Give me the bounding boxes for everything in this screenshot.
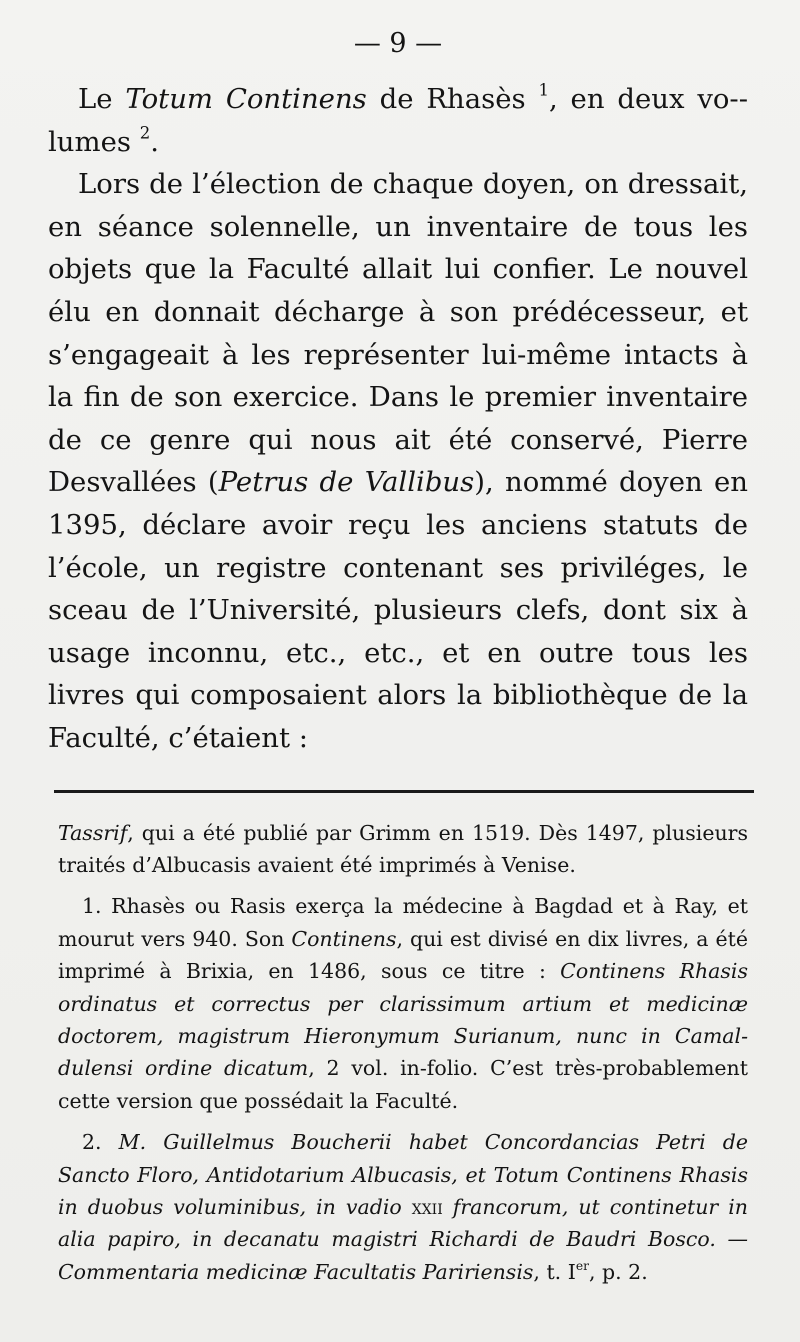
latin-title: Continens Rhasis ordinatus et correctus per clarissimum artium et medicinæ doctorem, magistrum Hieronymum Surianum, nunc in Camaldulensi ordine dicatum	[58, 959, 748, 1081]
text-run: Lors de l’élection de chaque doyen, on dressait, en séance solennelle, un inventaire de tous les objets que la Faculté allait lui confier. Le nouvel élu en donnait décharge à son prédécesseur, et s’engageait à les représenter lui-même intacts à la fin de son exercice. Dans le premier inventaire de ce genre qui nous ait été conservé, Pierre Desvallées (	[48, 168, 748, 499]
latin-name: Petrus de Vallibus	[218, 466, 475, 499]
text-run: , qui a été publié par Grimm en 1519. Dès 1497, plusieurs traités d’Albucasis avaient été imprimés à Venise.	[58, 820, 748, 877]
footnote-1	[58, 890, 748, 1117]
book-title: Totum Continens	[125, 83, 367, 115]
paragraph-1	[48, 78, 748, 163]
text-run: , qui est divisé en dix livres, a été imprimé à Brixia, en 1486, sous ce titre :	[58, 926, 748, 984]
latin-quote: M. Guillelmus Boucherii habet Concordancias Petri de Sancto Floro, Antidotarium Albucasis, et Totum Continens Rhasis in duobus voluminibus, in vadio	[58, 1130, 748, 1219]
text-run: Le	[78, 83, 126, 115]
paragraph-2	[48, 163, 748, 759]
text-run: de Rhasès	[366, 83, 539, 115]
footnote-2	[58, 1126, 748, 1288]
page-number: — 9 —	[353, 28, 443, 59]
text-run: , en deux vo-lumes	[48, 83, 748, 158]
footnote-ref-1: 1	[538, 80, 549, 100]
book-title: Continens	[291, 926, 397, 951]
text-run: , 2 vol. in-folio. C’est très-probablement cette version que possédait la Faculté.	[58, 1056, 748, 1113]
text-run: , p. 2.	[588, 1259, 648, 1284]
footnote-ref-2: 2	[139, 123, 151, 143]
footnote-divider	[54, 790, 754, 793]
footnote-continuation	[58, 817, 748, 882]
text-run: 2.	[82, 1130, 119, 1155]
text-run: ), nommé doyen en 1395, déclare avoir reçu les anciens statuts de l’école, un registre contenant ses priviléges, le sceau de l’Université, plusieurs clefs, dont six à usage inconnu, etc., etc., et en outre tous les livres qui composaient alors la bibliothèque de la Faculté, c’étaient :	[48, 466, 748, 754]
text-run: .	[150, 125, 159, 158]
superscript: er	[575, 1258, 589, 1273]
book-title: Tassrif	[58, 820, 128, 845]
footnotes	[58, 817, 748, 1289]
roman-numeral: xxii	[411, 1194, 443, 1219]
main-text	[48, 78, 748, 760]
text-run: , t. I	[533, 1259, 576, 1284]
text-run: 1. Rhasès ou Rasis exerça la médecine à Bagdad et à Ray, et mourut vers 940. Son	[58, 894, 748, 951]
latin-quote: francorum, ut continetur in alia papiro, in decanatu magistri Richardi de Baudri Bosco. — Commentaria medicinæ Facultatis Paririensis	[58, 1194, 748, 1284]
